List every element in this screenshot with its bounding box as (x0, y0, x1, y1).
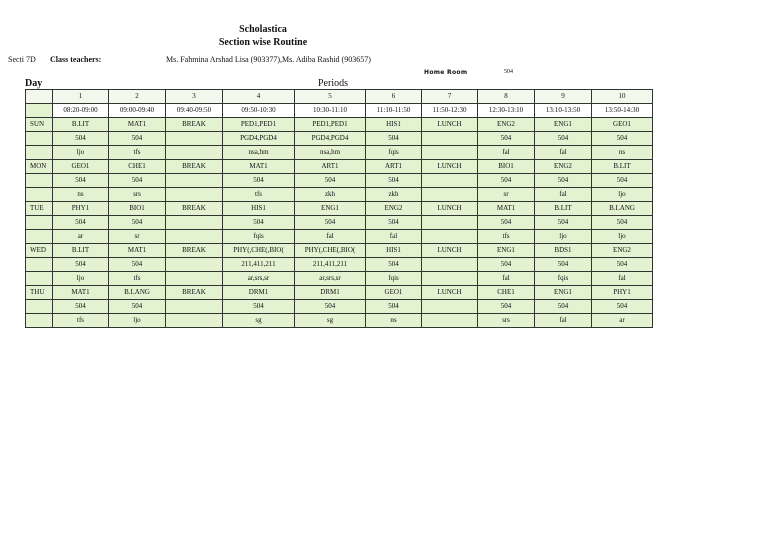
class-teachers-value: Ms. Fahmina Arshad Lisa (903377),Ms. Adiba Rashid (903657) (166, 55, 371, 64)
schedule-cell: fal (592, 272, 653, 286)
table-row (26, 188, 653, 202)
schedule-cell: MAT1 (109, 244, 166, 258)
table-row (26, 118, 653, 132)
schedule-cell: 504 (109, 216, 166, 230)
schedule-cell: LUNCH (422, 160, 478, 174)
schedule-cell: B.LIT (535, 202, 592, 216)
schedule-cell: BIO1 (109, 202, 166, 216)
schedule-cell: nsa,hm (223, 146, 295, 160)
table-row (26, 300, 653, 314)
schedule-cell: 504 (295, 216, 366, 230)
schedule-cell: 504 (592, 258, 653, 272)
schedule-cell: ENG1 (295, 202, 366, 216)
schedule-cell: tfs (109, 146, 166, 160)
schedule-cell: 504 (53, 132, 109, 146)
schedule-cell: fal (478, 272, 535, 286)
schedule-cell (166, 174, 223, 188)
day-name-blank (26, 272, 53, 286)
schedule-cell: GEO1 (53, 160, 109, 174)
schedule-cell: DRM1 (295, 286, 366, 300)
table-row (26, 258, 653, 272)
day-name-blank (26, 300, 53, 314)
schedule-cell: 504 (366, 300, 422, 314)
table-row (26, 202, 653, 216)
schedule-cell: 211,411,211 (223, 258, 295, 272)
schedule-cell: 504 (478, 132, 535, 146)
schedule-cell: fal (478, 146, 535, 160)
period-number: 9 (535, 90, 592, 104)
day-name: SUN (26, 118, 53, 132)
schedule-cell: BREAK (166, 202, 223, 216)
period-time: 10:30-11:10 (295, 104, 366, 118)
schedule-cell: zkh (366, 188, 422, 202)
schedule-cell: 504 (478, 174, 535, 188)
day-name-blank (26, 188, 53, 202)
period-time: 12:30-13:10 (478, 104, 535, 118)
schedule-cell: tfs (109, 272, 166, 286)
day-heading: Day (25, 78, 43, 89)
schedule-cell: GEO1 (592, 118, 653, 132)
schedule-cell: LUNCH (422, 118, 478, 132)
schedule-cell (166, 146, 223, 160)
schedule-cell: 211,411,211 (295, 258, 366, 272)
schedule-cell: sg (295, 314, 366, 328)
table-row (26, 216, 653, 230)
schedule-cell: ljo (53, 146, 109, 160)
schedule-cell: ar (592, 314, 653, 328)
period-number: 7 (422, 90, 478, 104)
schedule-cell: sg (223, 314, 295, 328)
table-row (26, 314, 653, 328)
day-name-blank (26, 230, 53, 244)
schedule-cell: B.LIT (53, 244, 109, 258)
schedule-cell: HIS1 (366, 244, 422, 258)
period-number: 10 (592, 90, 653, 104)
schedule-cell: sr (478, 188, 535, 202)
schedule-cell: ar (53, 230, 109, 244)
schedule-cell: srs (478, 314, 535, 328)
schedule-cell: 504 (592, 216, 653, 230)
schedule-cell: 504 (592, 174, 653, 188)
home-room-value: 504 (504, 69, 513, 75)
schedule-cell: GEO1 (366, 286, 422, 300)
period-time: 09:00-09:40 (109, 104, 166, 118)
schedule-cell (422, 132, 478, 146)
schedule-cell: fqis (223, 230, 295, 244)
schedule-cell: B.LANG (109, 286, 166, 300)
schedule-cell: ns (592, 146, 653, 160)
period-number: 6 (366, 90, 422, 104)
schedule-cell: CHE1 (109, 160, 166, 174)
schedule-cell: PHY(,CHE(,BIO( (295, 244, 366, 258)
schedule-cell: ns (53, 188, 109, 202)
table-row (26, 272, 653, 286)
corner-cell (26, 104, 53, 118)
schedule-cell: BREAK (166, 118, 223, 132)
schedule-cell: 504 (592, 300, 653, 314)
schedule-cell: BREAK (166, 286, 223, 300)
period-number: 4 (223, 90, 295, 104)
schedule-cell: BIO1 (478, 160, 535, 174)
schedule-cell: 504 (366, 132, 422, 146)
schedule-cell (166, 300, 223, 314)
schedule-cell: fqis (366, 272, 422, 286)
schedule-cell: PGD4,PGD4 (295, 132, 366, 146)
corner-cell (26, 90, 53, 104)
schedule-cell: ar,srs,sr (295, 272, 366, 286)
day-name: THU (26, 286, 53, 300)
schedule-cell: ns (366, 314, 422, 328)
schedule-cell: PED1,PED1 (295, 118, 366, 132)
period-number: 5 (295, 90, 366, 104)
routine-table (25, 89, 653, 328)
schedule-cell: ljo (592, 188, 653, 202)
schedule-cell (166, 230, 223, 244)
schedule-cell: HIS1 (366, 118, 422, 132)
schedule-cell: 504 (478, 216, 535, 230)
day-name-blank (26, 132, 53, 146)
schedule-cell: fqis (366, 146, 422, 160)
schedule-cell: B.LIT (53, 118, 109, 132)
schedule-cell: PED1,PED1 (223, 118, 295, 132)
schedule-cell (422, 174, 478, 188)
section-label: Secti 7D (8, 55, 36, 64)
period-time: 13:10-13:50 (535, 104, 592, 118)
schedule-cell: ART1 (295, 160, 366, 174)
schedule-cell: ENG2 (366, 202, 422, 216)
schedule-cell: 504 (223, 174, 295, 188)
schedule-cell: 504 (535, 174, 592, 188)
day-name: WED (26, 244, 53, 258)
schedule-cell: 504 (535, 300, 592, 314)
schedule-cell: ljo (592, 230, 653, 244)
schedule-cell: 504 (366, 258, 422, 272)
schedule-cell (166, 272, 223, 286)
schedule-cell: ENG1 (535, 286, 592, 300)
schedule-cell (422, 314, 478, 328)
class-teachers-label: Class teachers: (50, 55, 102, 64)
schedule-cell: 504 (592, 132, 653, 146)
home-room-label: Home Room (424, 69, 468, 76)
schedule-cell: fal (535, 314, 592, 328)
table-row (26, 146, 653, 160)
schedule-cell: 504 (223, 300, 295, 314)
period-time: 11:50-12:30 (422, 104, 478, 118)
period-number: 3 (166, 90, 223, 104)
schedule-cell: PHY1 (592, 286, 653, 300)
schedule-cell: BDS1 (535, 244, 592, 258)
schedule-cell: DRM1 (223, 286, 295, 300)
schedule-cell: 504 (109, 174, 166, 188)
day-name-blank (26, 146, 53, 160)
schedule-cell: CHE1 (478, 286, 535, 300)
schedule-cell: zkh (295, 188, 366, 202)
schedule-cell: LUNCH (422, 244, 478, 258)
schedule-cell: nsa,hm (295, 146, 366, 160)
schedule-cell: 504 (366, 174, 422, 188)
page-title: Scholastica (239, 24, 287, 35)
table-row (26, 132, 653, 146)
schedule-cell: ENG2 (478, 118, 535, 132)
period-number: 8 (478, 90, 535, 104)
schedule-cell: 504 (295, 174, 366, 188)
schedule-cell: PHY1 (53, 202, 109, 216)
schedule-cell (166, 314, 223, 328)
schedule-cell: sr (109, 230, 166, 244)
period-number-row (26, 90, 653, 104)
period-number: 1 (53, 90, 109, 104)
schedule-cell: PHY(,CHE(,BIO( (223, 244, 295, 258)
schedule-cell (422, 230, 478, 244)
schedule-cell: 504 (366, 216, 422, 230)
schedule-cell: ENG1 (535, 118, 592, 132)
schedule-cell: ljo (53, 272, 109, 286)
schedule-cell: LUNCH (422, 286, 478, 300)
period-time: 09:40-09:50 (166, 104, 223, 118)
schedule-cell: MAT1 (478, 202, 535, 216)
schedule-cell (422, 146, 478, 160)
schedule-cell: ENG1 (478, 244, 535, 258)
day-name-blank (26, 258, 53, 272)
schedule-cell: 504 (53, 216, 109, 230)
schedule-cell: 504 (53, 174, 109, 188)
day-name: MON (26, 160, 53, 174)
schedule-cell (422, 272, 478, 286)
table-row (26, 230, 653, 244)
schedule-cell: 504 (478, 300, 535, 314)
schedule-cell: tfs (53, 314, 109, 328)
schedule-cell (166, 216, 223, 230)
schedule-cell: B.LANG (592, 202, 653, 216)
schedule-cell: ENG2 (592, 244, 653, 258)
schedule-cell: srs (109, 188, 166, 202)
period-time: 09:50-10:30 (223, 104, 295, 118)
schedule-cell: 504 (109, 132, 166, 146)
schedule-cell: BREAK (166, 244, 223, 258)
schedule-cell: 504 (223, 216, 295, 230)
schedule-cell: 504 (109, 300, 166, 314)
table-row (26, 160, 653, 174)
schedule-cell (422, 258, 478, 272)
schedule-cell: ART1 (366, 160, 422, 174)
schedule-cell: fal (295, 230, 366, 244)
period-number: 2 (109, 90, 166, 104)
schedule-cell: ENG2 (535, 160, 592, 174)
schedule-cell (166, 258, 223, 272)
schedule-cell: tfs (223, 188, 295, 202)
schedule-cell: LUNCH (422, 202, 478, 216)
page-subtitle: Section wise Routine (218, 37, 308, 48)
schedule-cell: MAT1 (53, 286, 109, 300)
day-name-blank (26, 216, 53, 230)
schedule-cell: BREAK (166, 160, 223, 174)
table-row (26, 286, 653, 300)
schedule-cell: B.LIT (592, 160, 653, 174)
schedule-cell (166, 132, 223, 146)
schedule-cell: HIS1 (223, 202, 295, 216)
schedule-cell: fqis (535, 272, 592, 286)
schedule-cell (166, 188, 223, 202)
schedule-cell: fal (366, 230, 422, 244)
schedule-cell: tfs (478, 230, 535, 244)
schedule-cell: 504 (478, 258, 535, 272)
period-time-row (26, 104, 653, 118)
day-name: TUE (26, 202, 53, 216)
schedule-cell (422, 300, 478, 314)
schedule-cell: ljo (109, 314, 166, 328)
period-time: 11:10-11:50 (366, 104, 422, 118)
schedule-cell: ljo (535, 230, 592, 244)
period-time: 13:50-14:30 (592, 104, 653, 118)
schedule-cell: MAT1 (109, 118, 166, 132)
table-row (26, 174, 653, 188)
schedule-cell: 504 (295, 300, 366, 314)
schedule-cell: fal (535, 188, 592, 202)
schedule-cell: ar,srs,sr (223, 272, 295, 286)
day-name-blank (26, 174, 53, 188)
table-row (26, 244, 653, 258)
schedule-cell: 504 (535, 216, 592, 230)
schedule-cell: 504 (535, 258, 592, 272)
schedule-cell: 504 (53, 300, 109, 314)
schedule-cell: MAT1 (223, 160, 295, 174)
schedule-cell (422, 188, 478, 202)
day-name-blank (26, 314, 53, 328)
periods-heading: Periods (318, 78, 348, 89)
schedule-cell: PGD4,PGD4 (223, 132, 295, 146)
schedule-cell: 504 (535, 132, 592, 146)
schedule-cell (422, 216, 478, 230)
schedule-cell: 504 (109, 258, 166, 272)
schedule-cell: fal (535, 146, 592, 160)
schedule-cell: 504 (53, 258, 109, 272)
period-time: 08:20-09:00 (53, 104, 109, 118)
